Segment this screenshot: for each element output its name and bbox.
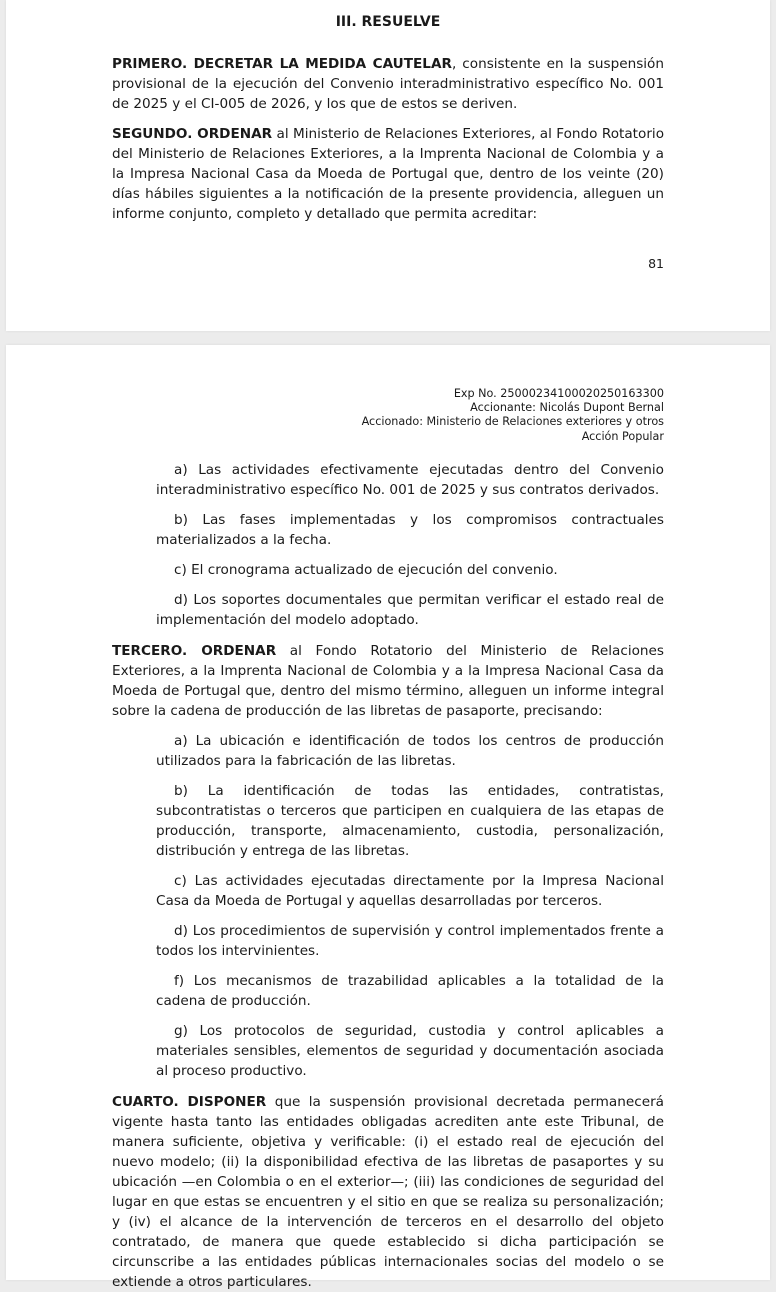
segundo-label: SEGUNDO. ORDENAR — [112, 126, 273, 142]
list-item: d) Los procedimientos de supervisión y control implementados frente a todos los intervinientes. — [156, 923, 664, 959]
list-item: b) Las fases implementadas y los compromisos contractuales materializados a la fecha. — [156, 512, 664, 548]
case-header — [362, 387, 664, 444]
document-page-81 — [6, 0, 770, 331]
paragraph-cuarto — [112, 1092, 664, 1292]
list-item: d) Los soportes documentales que permitan verificar el estado real de implementación del modelo adoptado. — [156, 592, 664, 628]
case-plaintiff: Accionante: Nicolás Dupont Bernal — [470, 401, 664, 415]
case-action-type: Acción Popular — [581, 429, 664, 443]
list-item: f) Los mecanismos de trazabilidad aplicables a la totalidad de la cadena de producción. — [156, 973, 664, 1009]
primero-label: PRIMERO. DECRETAR LA MEDIDA CAUTELAR — [112, 56, 452, 72]
list-item: a) Las actividades efectivamente ejecutadas dentro del Convenio interadministrativo específico No. 001 de 2025 y sus contratos derivados. — [156, 462, 664, 498]
paragraph-primero — [112, 54, 664, 114]
section-heading: III. RESUELVE — [335, 14, 441, 30]
list-item: a) La ubicación e identificación de todos los centros de producción utilizados para la fabricación de las libretas. — [156, 733, 664, 769]
case-number: Exp No. 25000234100020250163300 — [453, 387, 664, 400]
cuarto-text: que la suspensión provisional decretada permanecerá vigente hasta tanto las entidades obligadas acrediten ante este Tribunal, de manera suficiente, objetiva y verificable: (i) el estado real de ejecución del nuevo modelo; (ii) la disponibilidad efectiva de las libretas de pasaportes y su ubicación —en Colombia o en el exterior—; (iii) las condiciones de seguridad del lugar en que estas se encuentren y el sitio en que se realiza su personalización; y (iv) el alcance de la intervención de terceros en el desarrollo del objeto contratado, de manera que quede establecido si dicha participación se circunscribe a las entidades públicas internacionales socias del modelo o se extiende a otros particulares. — [112, 1094, 664, 1290]
paragraph-tercero — [112, 641, 664, 721]
list-item: b) La identificación de todas las entidades, contratistas, subcontratistas o terceros que participen en cualquiera de las etapas de producción, transporte, almacenamiento, custodia, personalización, distribución y entrega de las libretas. — [156, 783, 664, 859]
primero-text: , consistente en la suspensión provisional de la ejecución del Convenio interadministrativo específico No. 001 de 2025 y el CI-005 de 2026, y los que de estos se deriven. — [112, 56, 664, 112]
case-defendant: Accionado: Ministerio de Relaciones exteriores y otros — [361, 415, 664, 429]
tercero-text: al Fondo Rotatorio del Ministerio de Relaciones Exteriores, a la Imprenta Nacional de Colombia y a la Impresa Nacional Casa da Moeda de Portugal que, dentro del mismo término, alleguen un informe integral sobre la cadena de producción de las libretas de pasaporte, precisando: — [112, 643, 664, 719]
list-item: c) Las actividades ejecutadas directamente por la Impresa Nacional Casa da Moeda de Portugal y aquellas desarrolladas por terceros. — [156, 873, 664, 909]
tercero-label: TERCERO. ORDENAR — [112, 643, 277, 659]
paragraph-segundo — [112, 124, 664, 224]
document-page-82 — [6, 345, 770, 1290]
list-item: g) Los protocolos de seguridad, custodia y control aplicables a materiales sensibles, elementos de seguridad y documentación asociada al proceso productivo. — [156, 1023, 664, 1079]
page-number: 81 — [648, 256, 664, 271]
cuarto-label: CUARTO. DISPONER — [112, 1094, 267, 1110]
list-item: c) El cronograma actualizado de ejecución del convenio. — [174, 562, 558, 578]
segundo-text: al Ministerio de Relaciones Exteriores, al Fondo Rotatorio del Ministerio de Relaciones Exteriores, a la Imprenta Nacional de Colombia y a la Impresa Nacional Casa da Moeda de Portugal que, dentro de los veinte (20) días hábiles siguientes a la notificación de la presente providencia, alleguen un informe conjunto, completo y detallado que permita acreditar: — [112, 126, 665, 222]
